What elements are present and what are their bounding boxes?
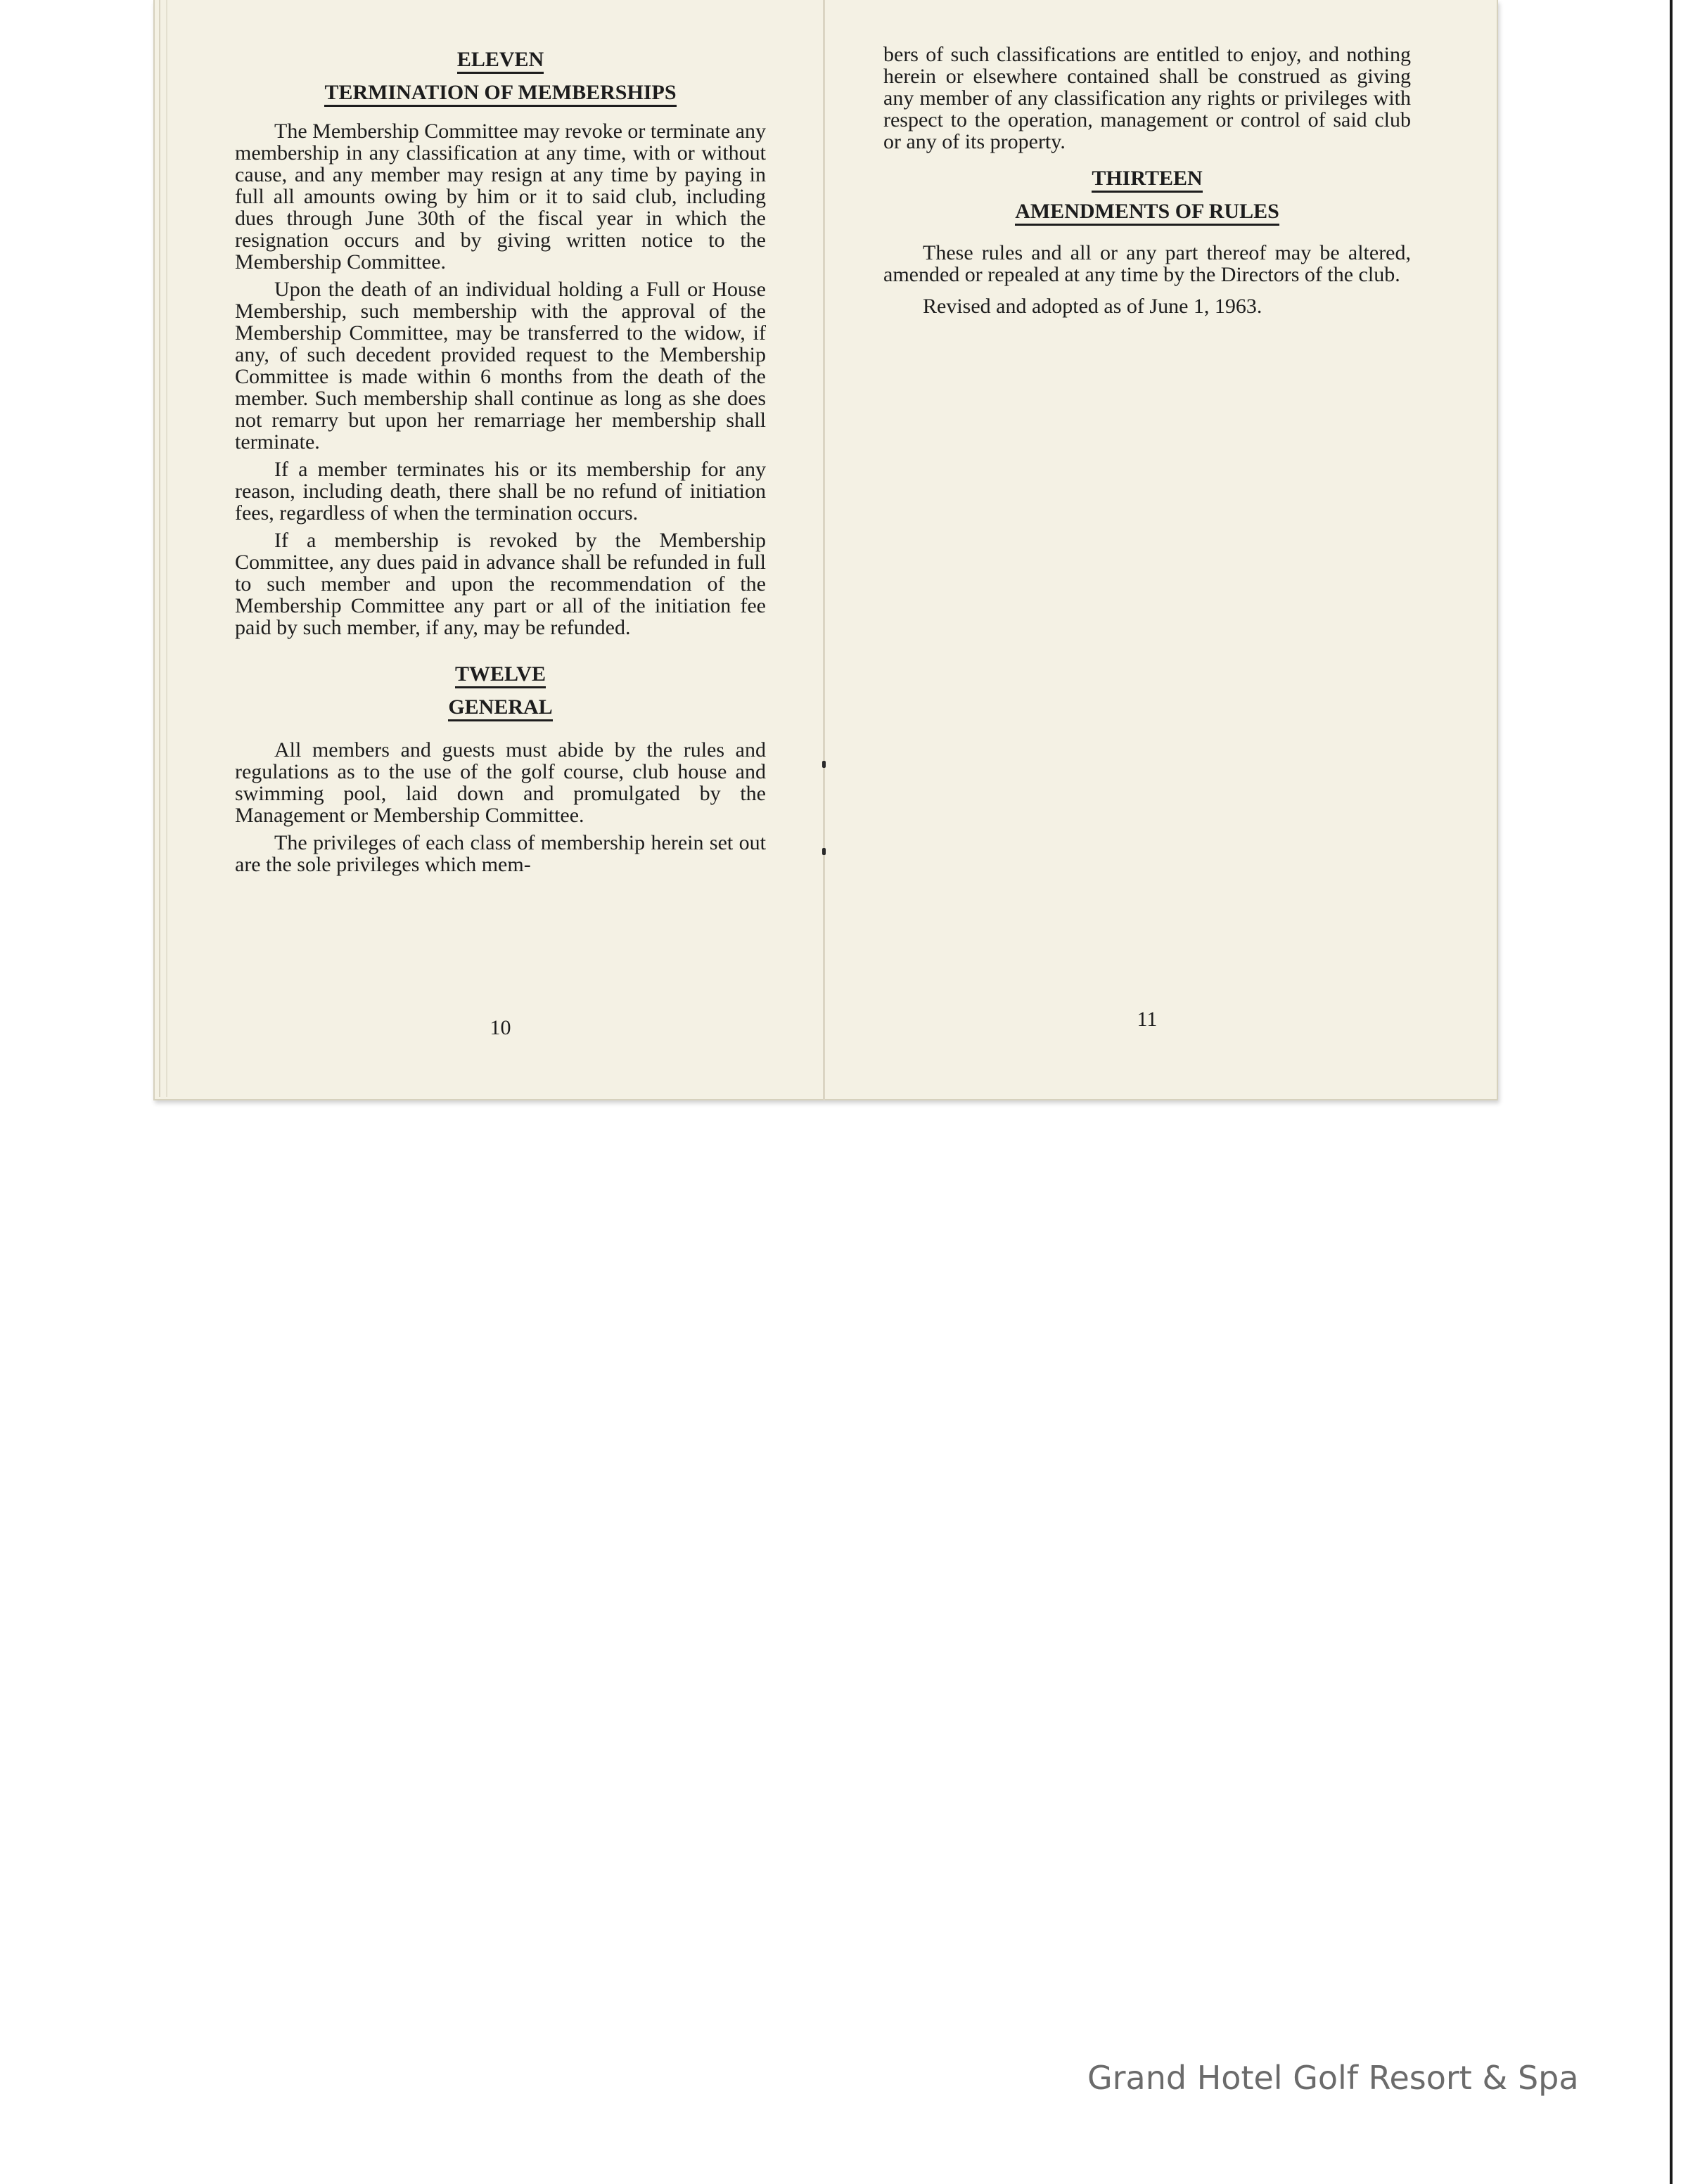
paragraph: If a membership is revoked by the Membership Committee, any dues paid in advance shall be refunded in full to such member and upon the recommendation of the Membership Committee any part or all of the initiation fee paid by such member, if any, may be refunded.	[235, 529, 766, 639]
paragraph: The Membership Committee may revoke or terminate any membership in any classification at any time, with or without cause, and any member may resign at any time by paying in full all amounts owing by him or it to said club, including dues through June 30th of the fiscal year in which the resignation occurs and by giving written notice to the Membership Committee.	[235, 120, 766, 274]
section-title-general: GENERAL	[235, 695, 766, 719]
scan-edge	[1670, 0, 1673, 2184]
page-stack-edge	[159, 0, 167, 1097]
footer-brand: Grand Hotel Golf Resort & Spa	[1087, 2059, 1579, 2097]
page-number: 10	[490, 1016, 511, 1039]
section-number-eleven: ELEVEN	[235, 48, 766, 72]
booklet-spine	[823, 0, 825, 1100]
right-page	[883, 0, 1411, 1055]
paragraph: All members and guests must abide by the rules and regulations as to the use of the golf course, club house and swimming pool, laid down and promulgated by the Management or Membership Committee.	[235, 738, 766, 827]
left-page	[235, 0, 766, 1055]
section-number-twelve: TWELVE	[235, 662, 766, 686]
paragraph: If a member terminates his or its membership for any reason, including death, there shall be no refund of initiation fees, regardless of when the termination occurs.	[235, 458, 766, 525]
spine-staple	[822, 848, 826, 855]
section-number-thirteen: THIRTEEN	[883, 167, 1411, 191]
section-title-amendments: AMENDMENTS OF RULES	[883, 200, 1411, 224]
paragraph: The privileges of each class of membership herein set out are the sole privileges which mem-	[235, 831, 766, 876]
spine-staple	[822, 761, 826, 768]
section-title-termination: TERMINATION OF MEMBERSHIPS	[235, 81, 766, 105]
paragraph: These rules and all or any part thereof may be altered, amended or repealed at any time by the Directors of the club.	[883, 241, 1411, 286]
paragraph-continuation: bers of such classifications are entitled to enjoy, and nothing herein or elsewhere contained shall be construed as giving any member of any classification any rights or privileges with respect to the operation, management or control of said club or any of its property.	[883, 43, 1411, 153]
paragraph-revision-date: Revised and adopted as of June 1, 1963.	[923, 295, 1262, 318]
paragraph: Upon the death of an individual holding a Full or House Membership, such membership with the approval of the Membership Committee, may be transferred to the widow, if any, of such decedent provided request to the Membership Committee is made within 6 months from the death of the member. Such membership shall continue as long as she does not remarry but upon her remarriage her membership shall terminate.	[235, 278, 766, 454]
page-number: 11	[1137, 1008, 1158, 1031]
